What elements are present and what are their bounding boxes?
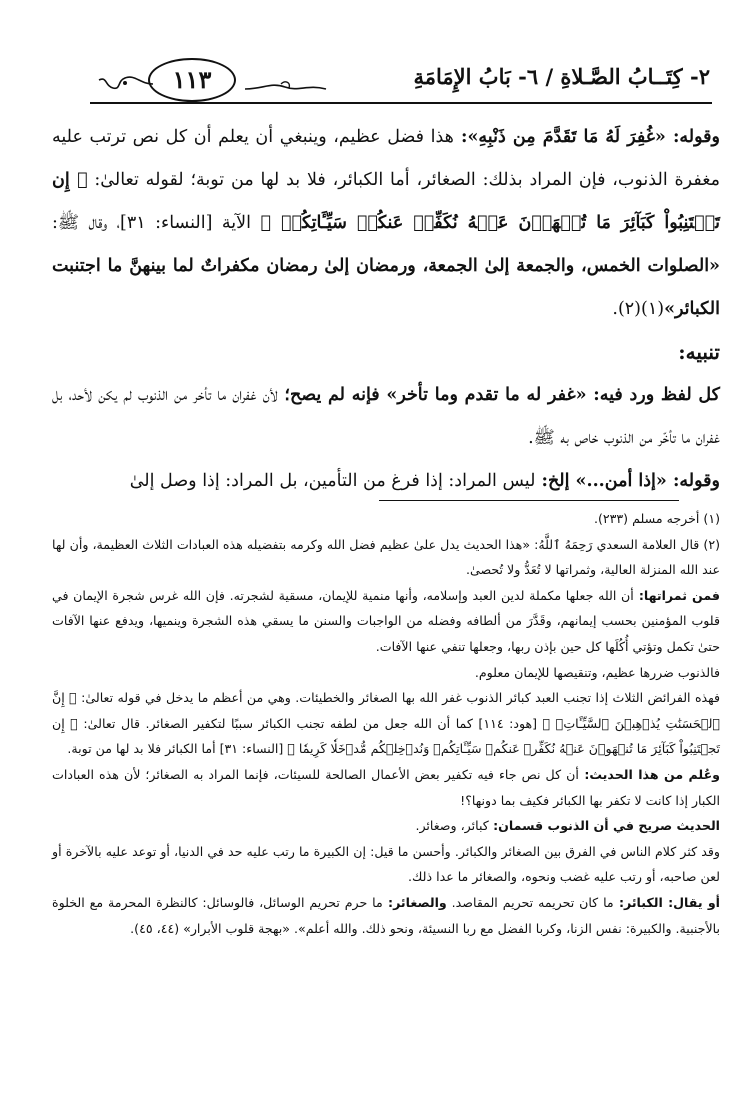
bold-lead: أو يقال: الكبائر:	[613, 894, 720, 910]
text-run: أن الله جعلها مكملة لدين العبد وإسلامه، وأنها منمية للإيمان، مسقية لشجرته. فإن الله غرس شجرة الإيمان في قلوب المؤمنين بحسب إيمانهم، وقَدَّرَ من ألطافه وفضله من الواجبات والسنن ما يسقي هذه الشجرة وينميها، ويدفع عنها الآفات حتىٰ تكمل وتؤتي أُكُلَها كل حين بإذن ربها، وجعلها تنفي عنها الآفات.	[52, 587, 720, 654]
footnote-2-obligations: فهذه الفرائض الثلاث إذا تجنب العبد كبائر الذنوب غفر الله بها الصغائر والخطيئات. وهي من أعظم ما يدخل في قوله تعالىٰ: ﴿ إِنَّ ٱلۡحَسَنَٰتِ يُذۡهِبۡنَ ٱلسَّيِّـَٔاتِۚ ﴾ [هود: ١١٤] كما أن الله جعل من لطفه تجنب الكبائر سببًا لتكفير الصغائر. قال تعالىٰ: ﴿ إِن تَجۡتَنِبُواْ كَبَآئِرَ مَا تُنۡهَوۡنَ عَنۡهُ نُكَفِّرۡ عَنكُمۡ سَيِّـَٔاتِكُمۡ وَنُدۡخِلۡكُم مُّدۡخَلٗا كَرِيمٗا ﴾ [النساء: ٣١] أما الكبائر فلا بد لها من توبة.	[52, 690, 720, 757]
footnote-2: (٢) قال العلامة السعدي رَحِمَهُ ٱللَّهُ: «هذا الحديث يدل علىٰ عظيم فضل الله وكرمه بتفضيله هذه العبادات الثلاث العظيمة، وأن لها عند الله المنزلة العالية، وثمراتها لا تُعَدُّ ولا تُحصىٰ.	[52, 536, 720, 578]
footnote-2-difference: وقد كثر كلام الناس في الفرق بين الصغائر والكبائر. وأحسن ما قيل: إن الكبيرة ما رتب عليه حد في الدنيا، أو توعد عليه بالآخرة أو لعن صاحبه، أو رتب عليه غضب ونحوه، والصغائر ما عدا ذلك.	[52, 843, 720, 885]
footnote-2-fruits	[52, 583, 720, 660]
page-number: ١١٣	[148, 58, 236, 102]
footnote-1: (١) أخرجه مسلم (٢٣٣).	[593, 511, 720, 526]
quote-lead: وقوله: «غُفِرَ لَهُ مَا تَقَدَّمَ مِن ذَنْبِهِ»:	[453, 127, 720, 147]
text-run: الآية [النساء: ٣١]، وقال ﷺ:	[52, 213, 261, 233]
running-title: ٢- كِتَــابُ الصَّـلاةِ / ٦- بَابُ الإِمَامَةِ	[413, 64, 710, 89]
main-text	[52, 116, 720, 503]
bold-lead: والصغائر:	[382, 894, 447, 910]
footnote-2-known	[52, 762, 720, 813]
bold-lead: الحديث صريح في أن الذنوب قسمان:	[488, 818, 720, 834]
footnotes	[52, 506, 720, 941]
footnote-ref: (١)(٢).	[612, 299, 665, 319]
flourish-ornament-icon	[95, 70, 155, 94]
text-run: لأن غفران ما تأخر من الذنوب لم يكن لأحد، بل غفران ما تأخّر من الذنوب خاص به ﷺ.	[52, 385, 720, 448]
text-run: ليس المراد: إذا فرغ من التأمين، بل المراد: إذا وصل إلىٰ	[129, 471, 536, 491]
bold-lead: وعُلم من هذا الحديث:	[578, 766, 720, 782]
quote-lead: وقوله: «إذا أمن...» إلخ:	[535, 471, 720, 491]
footnote-separator	[379, 500, 679, 501]
text-run: كبائر، وصغائر.	[415, 818, 489, 834]
section-heading: تنبيه:	[678, 340, 720, 364]
quote-lead: كل لفظ ورد فيه: «غفر له ما تقدم وما تأخر» فإنه لم يصح؛	[277, 385, 720, 405]
flourish-ornament-icon	[243, 80, 328, 98]
footnote-2-categories	[52, 813, 720, 839]
paragraph-tanbih	[52, 374, 720, 460]
text-run: ما حرم تحريم الوسائل، فالوسائل: كالنظرة المحرمة مع الخلوة بالأجنبية. والكبيرة: نفس الزنا، وكربا الفضل مع ربا النسيئة، ونحو ذلك. والله أعلم». «بهجة قلوب الأبرار» (٤٤، ٤٥).	[52, 894, 720, 936]
text-run: هذا فضل عظيم، وينبغي أن يعلم أن كل نص ترتب عليه مغفرة الذنوب، فإن المراد بذلك: الصغائر، أما الكبائر، فلا بد لها من توبة؛ لقوله تعالىٰ:	[52, 127, 721, 190]
footnote-2-definition	[52, 890, 720, 941]
text-run: ما كان تحريمه تحريم المقاصد.	[446, 894, 614, 910]
paragraph-takfir	[52, 116, 720, 331]
hadith-quote: «الصلوات الخمس، والجمعة إلىٰ الجمعة، ورمضان إلىٰ رمضان مكفراتٌ لما بينهنَّ ما اجتنبت الكبائر»	[52, 256, 720, 319]
footnote-2-sins: فالذنوب ضررها عظيم، وتنقيصها للإيمان معلوم.	[474, 664, 720, 680]
quran-verse: ﴿ إِن تَجۡتَنِبُواْ كَبَآئِرَ مَا تُنۡهَوۡنَ عَنۡهُ نُكَفِّرۡ عَنكُمۡ سَيِّـَٔاتِكُمۡ ﴾	[52, 170, 720, 233]
page-header	[90, 58, 710, 104]
bold-lead: فمن ثمراتها:	[633, 587, 721, 603]
paragraph-amin	[52, 460, 720, 503]
header-rule	[90, 102, 712, 104]
text-run: أن كل نص جاء فيه تكفير بعض الأعمال الصالحة للسيئات، فإنما المراد به الصغائر؛ لأن هذه العبادات الكبار إذا كانت لا تكفر بها الكبائر فكيف بما دونها؟!	[52, 766, 720, 808]
